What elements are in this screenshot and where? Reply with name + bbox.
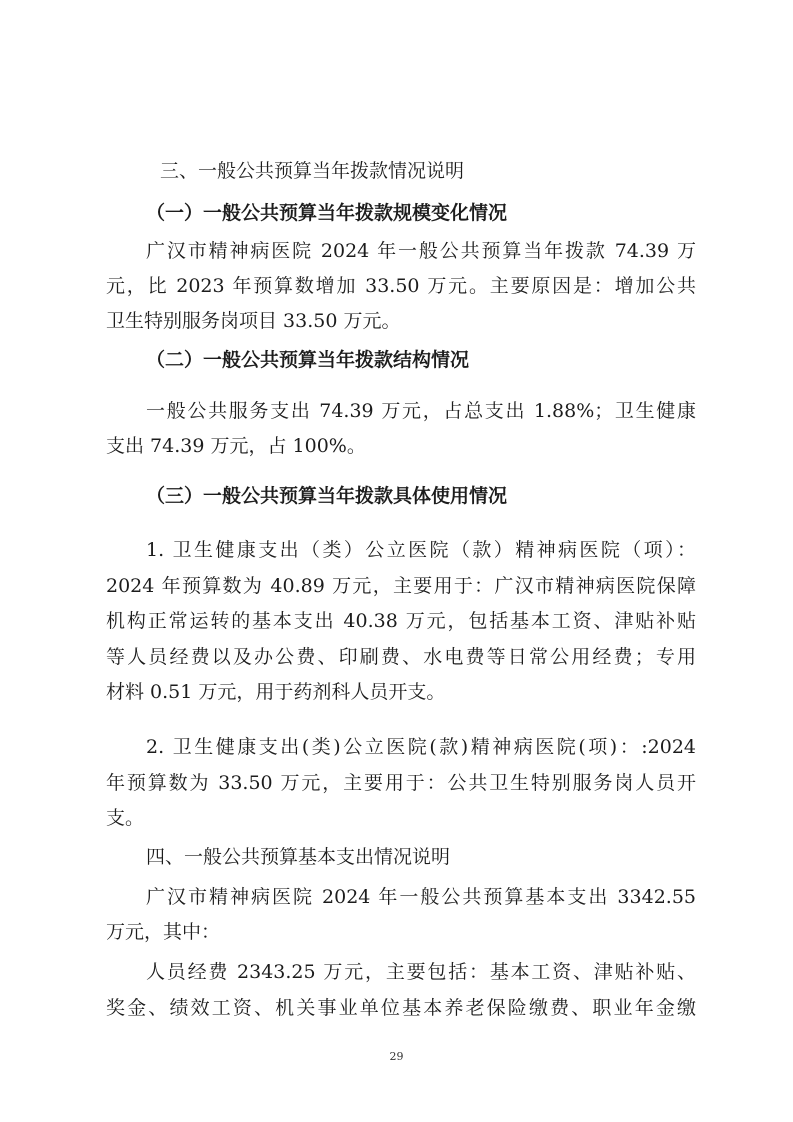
paragraph-line: 2024 年预算数为 40.89 万元，主要用于：广汉市精神病医院保障 xyxy=(106,575,696,597)
paragraph-line: 一般公共服务支出 74.39 万元，占总支出 1.88%；卫生健康 xyxy=(146,400,696,422)
paragraph-line: 支出 74.39 万元，占 100%。 xyxy=(106,435,366,457)
paragraph-line: 等人员经费以及办公费、印刷费、水电费等日常公用经费；专用 xyxy=(106,646,696,668)
paragraph-line: 材料 0.51 万元，用于药剂科人员开支。 xyxy=(106,681,446,703)
section-3-heading: 三、一般公共预算当年拨款情况说明 xyxy=(160,160,465,182)
paragraph-line: 元，比 2023 年预算数增加 33.50 万元。主要原因是：增加公共 xyxy=(106,275,696,297)
paragraph-line: 奖金、绩效工资、机关事业单位基本养老保险缴费、职业年金缴 xyxy=(106,997,696,1019)
paragraph-line: 机构正常运转的基本支出 40.38 万元，包括基本工资、津贴补贴 xyxy=(106,610,696,632)
paragraph-line: 广汉市精神病医院 2024 年一般公共预算基本支出 3342.55 xyxy=(146,886,696,908)
paragraph-line: 卫生特别服务岗项目 33.50 万元。 xyxy=(106,310,401,332)
paragraph-line: 人员经费 2343.25 万元，主要包括：基本工资、津贴补贴、 xyxy=(146,961,696,983)
section-4-heading: 四、一般公共预算基本支出情况说明 xyxy=(146,846,451,868)
page-number: 29 xyxy=(389,1050,404,1063)
paragraph-line: 年预算数为 33.50 万元，主要用于：公共卫生特别服务岗人员开 xyxy=(106,772,696,794)
paragraph-line: 2. 卫生健康支出(类)公立医院(款)精神病医院(项)：:2024 xyxy=(146,736,696,758)
subsection-2-heading: （二）一般公共预算当年拨款结构情况 xyxy=(146,349,470,371)
paragraph-line: 支。 xyxy=(106,807,145,829)
paragraph-line: 1. 卫生健康支出（类）公立医院（款）精神病医院（项）： xyxy=(146,539,696,561)
subsection-3-heading: （三）一般公共预算当年拨款具体使用情况 xyxy=(146,485,508,507)
subsection-1-heading: （一）一般公共预算当年拨款规模变化情况 xyxy=(146,202,508,224)
paragraph-line: 万元，其中： xyxy=(106,921,221,943)
paragraph-line: 广汉市精神病医院 2024 年一般公共预算当年拨款 74.39 万 xyxy=(146,240,696,262)
